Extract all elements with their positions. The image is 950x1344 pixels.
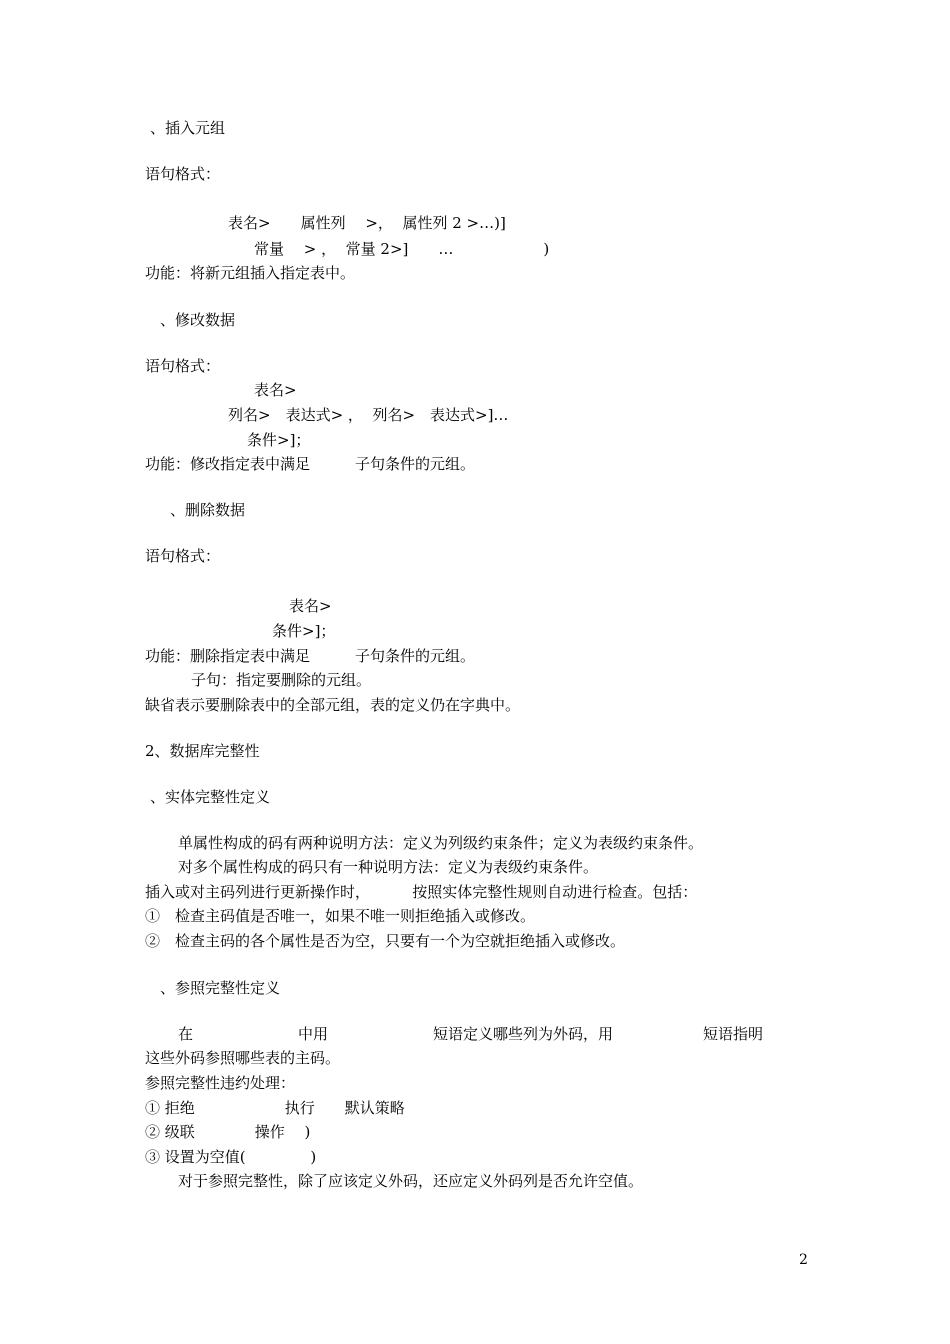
section-heading-update: 、修改数据 [160,311,236,329]
paragraph-line: 插入或对主码列进行更新操作时， 按照实体完整性规则自动进行检查。包括： [145,883,698,901]
paragraph-line: 对于参照完整性，除了应该定义外码，还应定义外码列是否允许空值。 [178,1172,644,1190]
list-item: ② 检查主码的各个属性是否为空，只要有一个为空就拒绝插入或修改。 [145,932,626,950]
section-heading-insert: 、插入元组 [150,119,226,137]
page-number: 2 [799,1252,808,1268]
syntax-line: 列名> 表达式> ， 列名> 表达式>]… [228,406,509,424]
function-description: 功能：修改指定表中满足 子句条件的元组。 [145,455,476,473]
function-description: 功能：将新元组插入指定表中。 [145,264,356,282]
syntax-label: 语句格式： [145,357,221,375]
paragraph-line: 对多个属性构成的码只有一种说明方法：定义为表级约束条件。 [178,858,599,876]
list-item: ② 级联 操作 ) [145,1123,311,1141]
syntax-line: 常量 > ， 常量 2>] … ) [254,240,550,258]
list-item: ① 拒绝 执行 默认策略 [145,1099,405,1117]
function-description: 功能：删除指定表中满足 子句条件的元组。 [145,647,476,665]
section-heading-delete: 、删除数据 [170,501,246,519]
note-line: 缺省表示要删除表中的全部元组，表的定义仍在字典中。 [145,696,521,714]
syntax-line: 表名> [254,381,297,399]
chapter-heading: 2、数据库完整性 [145,742,260,760]
syntax-line: 条件>]； [272,622,336,640]
list-item: ③ 设置为空值( ) [145,1148,317,1166]
section-heading-referential: 、参照完整性定义 [160,979,281,997]
note-line: 子句：指定要删除的元组。 [191,671,372,689]
list-item: ① 检查主码值是否唯一，如果不唯一则拒绝插入或修改。 [145,907,536,925]
paragraph-line: 单属性构成的码有两种说明方法：定义为列级约束条件；定义为表级约束条件。 [178,834,704,852]
syntax-line: 条件>]； [247,431,311,449]
syntax-line: 表名> 属性列 >， 属性列 2 >…)] [228,214,506,232]
paragraph-line: 在 中用 短语定义哪些列为外码，用 短语指明 [178,1025,764,1043]
paragraph-line: 这些外码参照哪些表的主码。 [145,1049,341,1067]
paragraph-line: 参照完整性违约处理： [145,1074,296,1092]
syntax-label: 语句格式： [145,547,221,565]
syntax-line: 表名> [289,597,332,615]
syntax-label: 语句格式： [145,165,221,183]
section-heading-entity: 、实体完整性定义 [150,788,271,806]
